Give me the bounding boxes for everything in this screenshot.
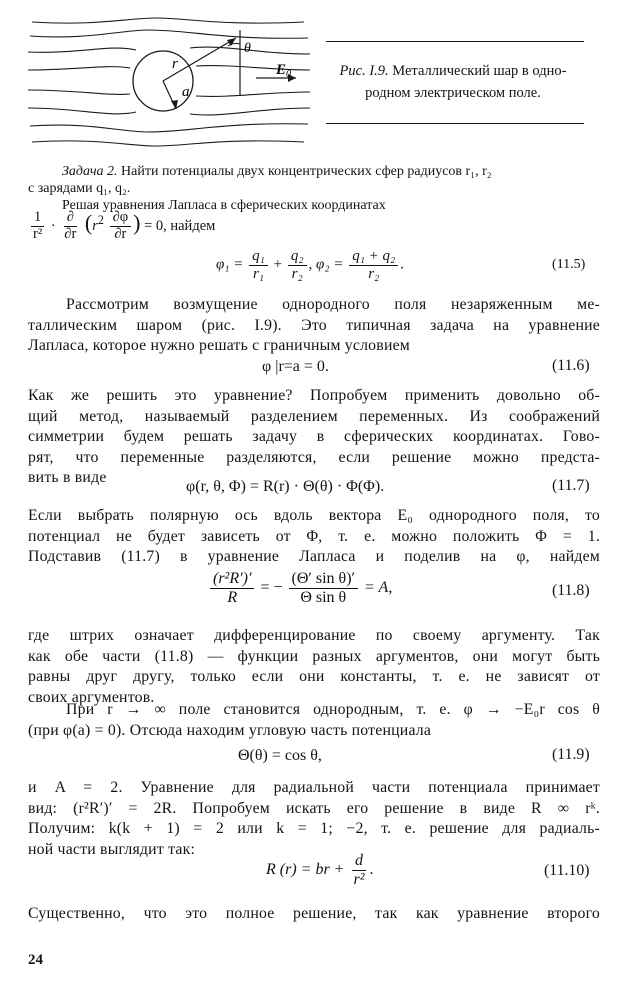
equation-11-9: Θ(θ) = cos θ, [238,747,322,764]
p6-line2: вид: (r²R′)′ = 2R. Попробуем искать его решение в виде R ∞ rᵏ. [28,799,600,817]
lap-d-num: ∂ [64,210,77,227]
eq-number-11-6: (11.6) [552,357,590,374]
paragraph-4 [28,626,600,708]
p6-line1: и A = 2. Уравнение для радиальной части потенциала принимает [28,779,600,796]
p2-line5: вить в виде [28,469,107,487]
eq-q2: q₂ [288,248,307,266]
p6-line3: Получим: k(k + 1) = 2 или k = 1; −2, т. е. решение для радиаль- [28,820,600,838]
label-e0: E [276,62,287,78]
field-lines-diagram [18,16,324,148]
eq1110-num: d [352,852,366,871]
problem-block [28,163,600,214]
lap-eq: = 0, найдем [144,217,216,234]
p1-line1: Рассмотрим возмущение однородного поля незаряженным ме- [66,296,600,313]
caption-rule-top [326,41,584,42]
caption-rule-bottom [326,123,584,124]
equation-11-6: φ |r=a = 0. [262,358,329,375]
eq-number-11-5: (11.5) [552,257,586,272]
eq-r2: r₂ [291,265,303,282]
equation-11-8 [208,570,392,606]
eq-q1q2: q₁ + q₂ [349,248,398,266]
eq1110-dot: . [369,860,374,878]
eq-number-11-9: (11.9) [552,746,590,763]
equation-11-7: φ(r, θ, Φ) = R(r) · Θ(θ) · Φ(Φ). [186,478,385,495]
laplace-equation: $\frac{1}{\text{r²}}$ · $\frac{\partial}{\partial r}$ ($r^2$ $\frac{\partial\varphi}{\partial r}$ ) = 0, найдем [28,210,215,243]
lap-inner-num: ∂φ [110,210,132,227]
p4-line4: своих аргументов. [28,688,155,706]
figure-caption [322,60,584,104]
lap-inner-den: ∂r [114,226,127,242]
figure-metal-sphere [18,16,324,148]
equation-11-5: φ₁ = $\frac{\text{q₁}}{\text{r₁}}$ + $\frac{\text{q₂}}{\text{r₂}}$ , φ₂ = $\frac{\text{q₁ + q₂}}{\text{r₂}}$ . [216,248,404,282]
p4-line1: где штрих означает дифференцирование по своему аргументу. Так [28,627,600,644]
p1-line3: Лапласа, которое нужно решать с граничным условием [28,337,411,355]
p5-line2: (при φ(a) = 0). Отсюда находим угловую часть потенциала [28,721,432,739]
p2-line2: щий метод, называемый разделением переменных. Из соображений [28,407,600,425]
caption-label: Рис. I.9. [339,63,389,79]
problem-label: Задача 2. [62,164,118,179]
phi1: φ₁ = [216,256,244,273]
paragraph-7 [28,904,600,925]
problem-line2: с зарядами q₁, q₂. [28,181,131,196]
eq118-mid: = − [260,578,283,596]
eq-q1: q₁ [249,248,268,266]
eq-r1: r₁ [252,265,265,282]
caption-text-1: Металлический шар в одно- [392,63,567,79]
phi2: φ₂ = [316,256,344,273]
eq-number-11-8: (11.8) [552,582,590,599]
lap-d-den: ∂r [64,226,77,242]
p3-line2: потенциал не будет зависеть от Φ, т. е. можно положить Φ = 1. [28,527,600,545]
p6-line4: ной части выглядит так: [28,840,196,858]
p4-line2: как обе части (11.8) — функции разных аргументов, они могут быть [28,647,600,665]
eq118-left-num: (r²R′)′ [210,570,254,589]
p3-line3: Подставив (11.7) в уравнение Лапласа и поделив на φ, найдем [28,548,600,566]
equation-11-10 [266,852,374,888]
eq-number-11-7: (11.7) [552,477,590,494]
p4-line3: равны друг другу, только если они константы, т. е. не зависят от [28,668,600,686]
p1-line2: таллическим шаром (рис. I.9). Это типичная задача на уравнение [28,316,600,334]
p7-line1: Существенно, что это полное решение, так как уравнение второго [28,905,600,922]
eq-r2-b: r₂ [368,265,380,282]
label-e0-sub: 0 [286,69,291,80]
p3-line1: Если выбрать полярную ось вдоль вектора E₀ однородного поля, то [28,507,600,524]
eq118-end: = A, [364,578,393,596]
eq118-right-num: (Θ′ sin θ)′ [289,570,359,589]
label-theta: θ [244,41,251,56]
page-number: 24 [28,952,43,968]
label-a: a [182,84,190,100]
p5-line1: При r → ∞ поле становится однородным, т. е. φ → −E₀r cos θ [66,701,600,718]
p2-line4: рят, что переменные разделяются, если решение можно предста- [28,448,600,466]
lap-num: 1 [31,210,44,227]
problem-line1: Найти потенциалы двух концентрических сфер радиусов r₁, r₂ [121,164,492,179]
p2-line3: симметрии будем решать задачу в сферических координатах. Гово- [28,428,600,446]
lap-den: r² [33,226,43,242]
eq1110-den: r² [353,870,365,888]
label-r: r [172,56,178,72]
p2-line1: Как же решить это уравнение? Попробуем применить довольно об- [28,387,600,404]
paragraph-2 [28,386,600,489]
eq118-left-den: R [227,588,238,606]
paragraph-6 [28,778,600,860]
eq118-right-den: Θ sin θ [300,588,347,606]
problem-line3: Решая уравнения Лапласа в сферических координатах [62,198,386,213]
eq1110-left: R (r) = br + [266,860,345,878]
eq-number-11-10: (11.10) [544,862,590,879]
paragraph-5 [28,700,600,741]
paragraph-1 [28,295,600,357]
caption-text-2: родном электрическом поле. [365,85,541,101]
paragraph-3 [28,506,600,568]
